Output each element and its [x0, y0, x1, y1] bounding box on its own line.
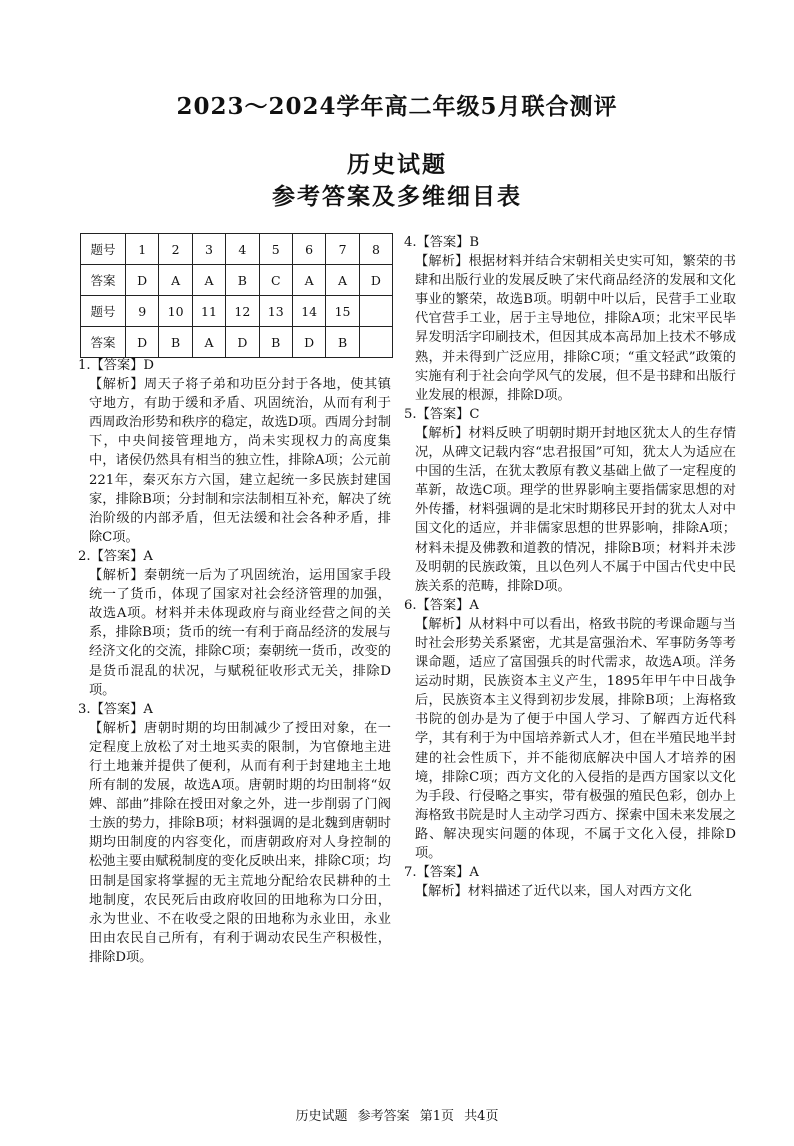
- table-row: [81, 234, 393, 265]
- question-2-analysis: 【解析】秦朝统一后为了巩固统治，运用国家手段统一了货币，体现了国家对社会经济管理的加强，故选A项。材料并未体现政府与商业经营之间的关系，排除B项；货币的统一有利于商品经济的发展与经济文化的交流，排除C项；秦朝统一货币，改变的是货币混乱的状况，与赋税征收形式无关，排除D项。: [89, 568, 391, 698]
- right-column: [404, 233, 736, 901]
- table-row: [81, 296, 393, 327]
- table-cell: 9: [126, 296, 159, 327]
- table-cell: 14: [292, 296, 325, 327]
- table-cell: A: [192, 327, 225, 358]
- row-label: 题号: [81, 234, 126, 265]
- table-cell: 13: [259, 296, 292, 327]
- table-cell: 6: [292, 234, 325, 265]
- table-cell: 15: [326, 296, 359, 327]
- table-cell: D: [126, 265, 159, 296]
- question-6-analysis: 【解析】从材料中可以看出，格致书院的考课命题与当时社会形势关系紧密，尤其是富强治术、军事防务等考课命题，适应了富国强兵的时代需求，故选A项。洋务运动时期，民族资本主义产生，1895年甲午中日战争后，民族资本主义得到初步发展，排除B项；上海格致书院的创办是为了便于中国人学习、了解西方近代科学，其有利于为中国培养新式人才，但在半殖民地半封建的社会性质下，并不能彻底解决中国人才培养的困境，排除C项；西方文化的入侵指的是西方国家以文化为手段、行侵略之事实，带有极强的殖民色彩，创办上海格致书院是时人主动学习西方、探索中国未来发展之路、解决现实问题的体现，不属于文化入侵，排除D项。: [415, 616, 736, 861]
- table-cell: B: [259, 327, 292, 358]
- question-5-analysis: 【解析】材料反映了明朝时期开封地区犹太人的生存情况，从碑文记载内容“忠君报国”可知，犹太人为适应在中国的生活，在犹太教原有教义基础上做了一定程度的革新，故选C项。理学的世界影响主要指儒家思想的对外传播，材料强调的是北宋时期移民开封的犹太人对中国文化的适应，并非儒家思想的世界影响，排除A项；材料未提及佛教和道教的情况，排除B项；材料并未涉及明朝的民族政策，且以色列人不属于中国古代史中民族关系的范畴，排除D项。: [415, 425, 736, 594]
- question-1-answer: 1.【答案】D: [78, 358, 154, 373]
- row-label: 题号: [81, 296, 126, 327]
- row-label: 答案: [81, 327, 126, 358]
- row-label: 答案: [81, 265, 126, 296]
- table-cell: D: [359, 265, 392, 296]
- table-cell: D: [292, 327, 325, 358]
- question-3-analysis: 【解析】唐朝时期的均田制减少了授田对象，在一定程度上放松了对土地买卖的限制，为官僚地主进行土地兼并提供了便利，从而有利于封建地主土地所有制的发展，故选A项。唐朝时期的均田制将“奴婢、部曲”排除在授田对象之外，进一步削弱了门阀士族的势力，排除B项；材料强调的是北魏到唐朝时期均田制度的内容变化，而唐朝政府对人身控制的松弛主要由赋税制度的变化反映出来，排除C项；均田制是国家将掌握的无主荒地分配给农民耕种的土地制度，农民死后由政府收回的田地称为口分田，永为世业、不在收受之限的田地称为永业田，永业田由农民自己所有，有利于调动农民生产积极性，排除D项。: [89, 720, 391, 965]
- answer-table: [80, 233, 393, 358]
- table-cell: 3: [192, 234, 225, 265]
- document-title: 2023～2024学年高二年级5月联合测评: [176, 93, 618, 120]
- question-7-analysis: 【解析】材料描述了近代以来，国人对西方文化: [415, 884, 692, 900]
- subject-title: 历史试题: [347, 151, 447, 178]
- table-cell: 5: [259, 234, 292, 265]
- table-row: [81, 265, 393, 296]
- table-cell: [359, 327, 392, 358]
- table-cell: 7: [326, 234, 359, 265]
- table-cell: A: [192, 265, 225, 296]
- table-cell: A: [159, 265, 192, 296]
- question-5-answer: 5.【答案】C: [404, 406, 480, 422]
- question-1-analysis: 【解析】周天子将子弟和功臣分封于各地，使其镇守地方，有助于缓和矛盾、巩固统治，从而有利于西周政治形势和秩序的稳定，故选D项。西周分封制下，中央间接管理地方，尚未实现权力的高度集中，诸侯仍然具有相当的独立性，排除A项；公元前221年，秦灭东方六国，建立起统一多民族封建国家，排除B项；分封制和宗法制相互补充，解决了统治阶级的内部矛盾，但无法缓和社会各种矛盾，排除C项。: [89, 377, 391, 545]
- table-cell: 12: [226, 296, 259, 327]
- left-column: [78, 356, 391, 967]
- table-cell: 10: [159, 296, 192, 327]
- question-4-analysis: 【解析】根据材料并结合宋朝相关史实可知，繁荣的书肆和出版行业的发展反映了宋代商品经济的发展和文化事业的繁荣，故选B项。明朝中叶以后，民营手工业取代官营手工业，居于主导地位，排除A项；北宋平民毕昇发明活字印刷技术，但因其成本高昂加上技术不够成熟，并未得到广泛应用，排除C项；“重文轻武”政策的实施有利于社会向学风气的发展，但不是书肆和出版行业发展的根源，排除D项。: [415, 254, 736, 403]
- table-cell: [359, 296, 392, 327]
- table-cell: 11: [192, 296, 225, 327]
- table-cell: A: [326, 265, 359, 296]
- table-cell: 4: [226, 234, 259, 265]
- table-cell: 8: [359, 234, 392, 265]
- table-row: [81, 327, 393, 358]
- question-2-answer: 2.【答案】A: [78, 548, 153, 564]
- table-cell: A: [292, 265, 325, 296]
- question-3-answer: 3.【答案】A: [78, 701, 153, 717]
- question-6-answer: 6.【答案】A: [404, 597, 479, 613]
- table-cell: 1: [126, 234, 159, 265]
- question-4-answer: 4.【答案】B: [404, 235, 480, 250]
- table-cell: 2: [159, 234, 192, 265]
- answer-key-title: 参考答案及多维细目表: [272, 183, 522, 210]
- question-7-answer: 7.【答案】A: [404, 865, 479, 881]
- table-cell: B: [226, 265, 259, 296]
- table-cell: D: [226, 327, 259, 358]
- table-cell: D: [126, 327, 159, 358]
- table-cell: C: [259, 265, 292, 296]
- page-footer: 历史试题 参考答案 第1页 共4页: [295, 1109, 499, 1124]
- table-cell: B: [159, 327, 192, 358]
- table-cell: B: [326, 327, 359, 358]
